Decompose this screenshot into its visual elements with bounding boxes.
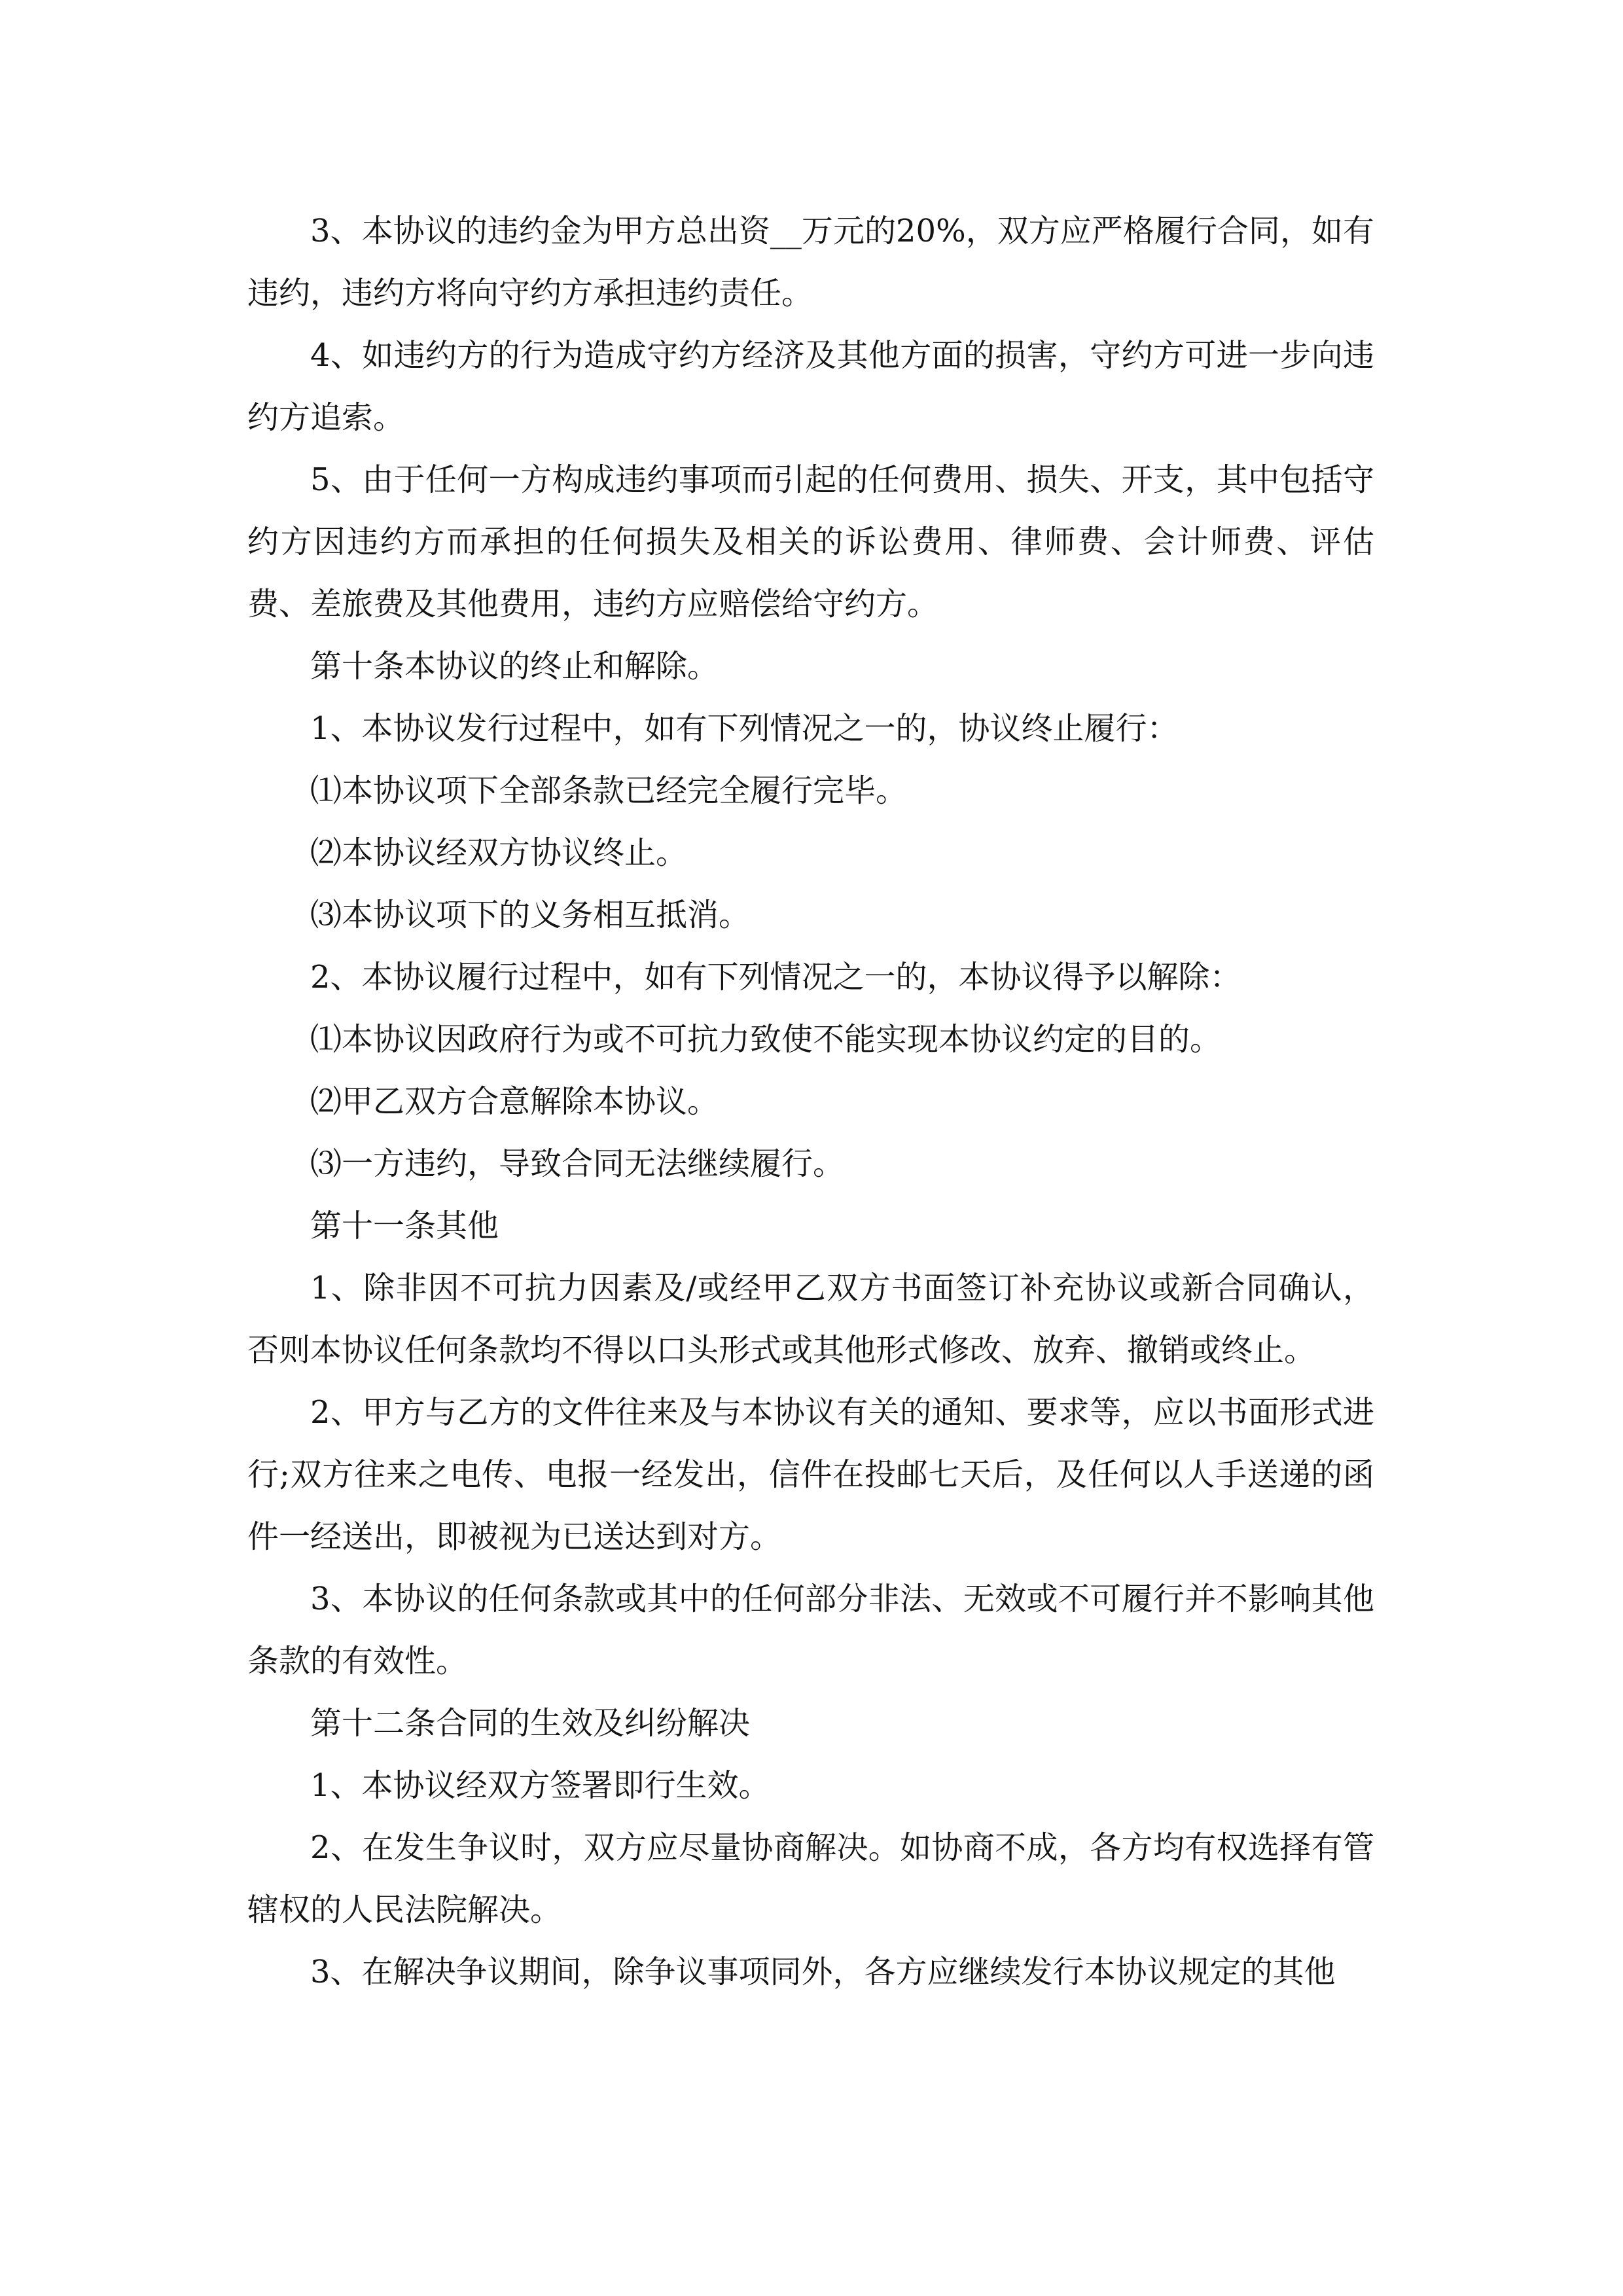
section-heading-termination: 第十条本协议的终止和解除。 — [310, 648, 719, 685]
paragraph-continued-performance: 3、在解决争议期间，除争议事项同外，各方应继续发行本协议规定的其他 — [310, 1954, 1336, 1990]
list-item-breach: ⑶一方违约，导致合同无法继续履行。 — [310, 1145, 845, 1182]
paragraph-dispute-resolution: 2、在发生争议时，双方应尽量协商解决。如协商不成，各方均有权选择有管辖权的人民法院解决。 — [247, 1829, 1374, 1928]
list-item-fully-performed: ⑴本协议项下全部条款已经完全履行完毕。 — [310, 772, 908, 809]
paragraph-rescission-conditions: 2、本协议履行过程中，如有下列情况之一的，本协议得予以解除： — [310, 959, 1241, 996]
section-heading-effectiveness: 第十二条合同的生效及纠纷解决 — [310, 1705, 751, 1742]
paragraph-amendment: 1、除非因不可抗力因素及/或经甲乙双方书面签订补充协议或新合同确认，否则本协议任何条款均不得以口头形式或其他形式修改、放弃、撤销或终止。 — [247, 1270, 1374, 1369]
paragraph-notices: 2、甲方与乙方的文件往来及与本协议有关的通知、要求等，应以书面形式进行;双方往来之电传、电报一经发出，信件在投邮七天后，及任何以人手送递的函件一经送出，即被视为已送达到对方。 — [247, 1394, 1374, 1555]
paragraph-termination-conditions: 1、本协议发行过程中，如有下列情况之一的，协议终止履行： — [310, 710, 1179, 747]
list-item-obligations-offset: ⑶本协议项下的义务相互抵消。 — [310, 897, 751, 933]
paragraph-effective-date: 1、本协议经双方签署即行生效。 — [310, 1767, 770, 1804]
paragraph-severability: 3、本协议的任何条款或其中的任何部分非法、无效或不可履行并不影响其他条款的有效性。 — [247, 1581, 1374, 1679]
document-body — [247, 200, 1374, 2003]
paragraph-compensation: 5、由于任何一方构成违约事项而引起的任何费用、损失、开支，其中包括守约方因违约方而承担的任何损失及相关的诉讼费用、律师费、会计师费、评估费、差旅费及其他费用，违约方应赔偿给守约方。 — [247, 461, 1374, 622]
paragraph-penalty-amount: 3、本协议的违约金为甲方总出资__万元的20%，双方应严格履行合同，如有违约，违约方将向守约方承担违约责任。 — [247, 213, 1374, 312]
list-item-mutual-termination: ⑵本协议经双方协议终止。 — [310, 834, 688, 871]
list-item-mutual-rescission: ⑵甲乙双方合意解除本协议。 — [310, 1083, 719, 1120]
paragraph-further-claim: 4、如违约方的行为造成守约方经济及其他方面的损害，守约方可进一步向违约方追索。 — [247, 337, 1374, 436]
list-item-force-majeure: ⑴本协议因政府行为或不可抗力致使不能实现本协议约定的目的。 — [310, 1021, 1222, 1058]
section-heading-other: 第十一条其他 — [310, 1208, 499, 1244]
